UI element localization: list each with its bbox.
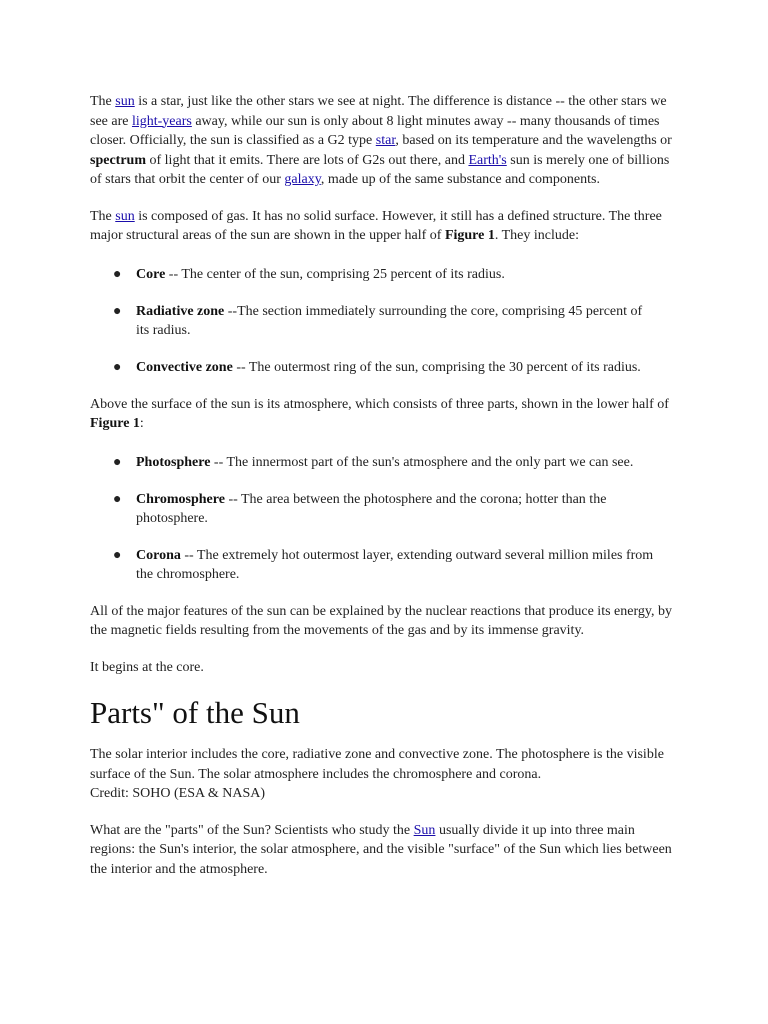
text: The [90,94,116,109]
definition: -- The outermost ring of the sun, comprising the 30 percent of its radius. [232,359,641,375]
term: Photosphere [136,454,211,470]
sun-link[interactable]: Sun [413,822,436,838]
term: Corona [136,547,181,563]
text: Above the surface of the sun is its atmosphere, which consists of three parts, shown in the lower half of [90,396,669,412]
figure-reference: Figure 1 [90,416,140,431]
definition: --The section immediately surrounding the core, comprising 45 percent of its radius. [136,303,643,338]
begins-paragraph: It begins at the core. [90,659,204,675]
spectrum-term: spectrum [90,152,146,168]
text: is a star, just like the other stars we see at night. The difference is distance -- the other stars we see are [90,94,667,129]
list-item [113,265,678,284]
solar-interior-paragraph [90,745,678,804]
sun-link[interactable]: sun [115,94,135,109]
image-credit: Credit: SOHO (ESA & NASA) [90,786,266,801]
term: Chromosphere [136,491,225,507]
bullet-icon: ● [113,547,122,563]
text: , made up of the same substance and components. [320,172,600,187]
definition: -- The center of the sun, comprising 25 percent of its radius. [165,266,505,282]
section-heading: Parts" of the Sun [90,695,300,730]
structural-areas-list [90,265,678,377]
galaxy-link[interactable]: galaxy [284,172,321,187]
definition: -- The extremely hot outermost layer, extending outward several million miles from the chromosphere. [136,547,654,582]
term: Core [136,266,166,282]
list-item [113,302,678,340]
definition: -- The innermost part of the sun's atmosphere and the only part we can see. [210,454,634,470]
structure-paragraph [90,207,678,246]
list-item [113,546,678,584]
text: What are the "parts" of the Sun? Scientists who study the [90,822,414,838]
light-years-link[interactable]: light-years [131,113,192,129]
text: usually divide it up into three main regions: the Sun's interior, the solar atmosphere, and the visible "surface" of the Sun which lies between the interior and the atmosphere. [90,822,672,877]
figure-reference: Figure 1 [444,228,495,243]
atmosphere-paragraph [90,395,678,434]
features-paragraph: All of the major features of the sun can be explained by the nuclear reactions that produce its energy, by the magnetic fields resulting from the movements of the gas and by its immense gravity. [90,603,672,638]
bullet-icon: ● [113,266,122,282]
term: Radiative zone [136,303,225,319]
intro-paragraph [90,92,678,190]
list-item [113,453,678,472]
term: Convective zone [136,359,233,375]
bullet-icon: ● [113,359,122,375]
parts-question-paragraph [90,821,678,880]
bullet-icon: ● [113,303,122,319]
text: , based on its temperature and the wavelengths or [395,133,672,148]
text: . They include: [494,228,579,243]
star-link[interactable]: star [375,133,396,148]
text: The [90,208,116,224]
caption-text: The solar interior includes the core, radiative zone and convective zone. The photosphere is the visible surface of the Sun. The solar atmosphere includes the chromosphere and corona. [90,747,664,782]
atmosphere-parts-list [90,453,678,584]
bullet-icon: ● [113,491,122,507]
text: sun is merely one of billions of stars that orbit the center of our [90,152,670,187]
list-item [113,358,678,377]
list-item [113,490,678,528]
bullet-icon: ● [113,454,122,470]
text: of light that it emits. There are lots of G2s out there, and [146,152,469,168]
sun-link[interactable]: sun [115,208,135,224]
text: is composed of gas. It has no solid surface. However, it still has a defined structure. The three major structural areas of the sun are shown in the upper half of [90,208,662,243]
text: : [139,416,144,431]
definition: -- The area between the photosphere and the corona; hotter than the photosphere. [136,491,607,526]
earths-link[interactable]: Earth's [468,152,507,168]
text: away, while our sun is only about 8 light minutes away -- many thousands of times closer. Officially, the sun is classified as a G2 type [90,113,660,148]
